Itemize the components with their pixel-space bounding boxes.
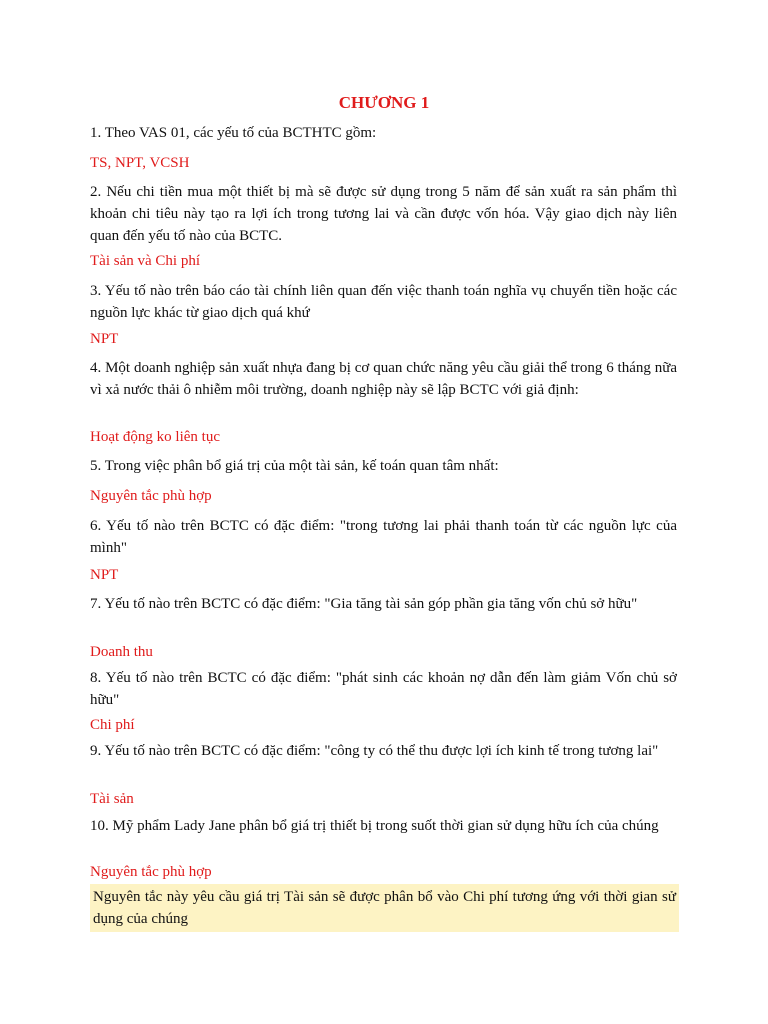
answer-9: Tài sản [90,791,134,807]
question-1: 1. Theo VAS 01, các yếu tố của BCTHTC gồm: [90,125,377,141]
answer-4: Hoạt động ko liên tục [90,429,220,445]
answer-10: Nguyên tắc phù hợp [90,864,212,880]
answer-1: TS, NPT, VCSH [90,155,190,171]
highlighted-note: Nguyên tắc này yêu cầu giá trị Tài sản sẽ được phân bổ vào Chi phí tương ứng với thời gian sử dụng của chúng [90,884,679,932]
answer-3: NPT [90,331,119,347]
chapter-title: CHƯƠNG 1 [338,93,430,112]
answer-6: NPT [90,567,119,583]
question-6: 6. Yếu tố nào trên BCTC có đặc điểm: "trong tương lai phải thanh toán từ các nguồn lực của mình" [90,518,677,556]
question-8: 8. Yếu tố nào trên BCTC có đặc điểm: "phát sinh các khoản nợ dẫn đến làm giảm Vốn chủ sở hữu" [90,670,677,708]
question-4: 4. Một doanh nghiệp sản xuất nhựa đang bị cơ quan chức năng yêu cầu giải thể trong 6 tháng nữa vì xả nước thải ô nhiễm môi trường, doanh nghiệp này sẽ lập BCTC với giả định: [90,360,677,398]
question-9: 9. Yếu tố nào trên BCTC có đặc điểm: "công ty có thể thu được lợi ích kinh tế trong tương lai" [90,743,659,759]
question-7: 7. Yếu tố nào trên BCTC có đặc điểm: "Gia tăng tài sản góp phần gia tăng vốn chủ sở hữu" [90,596,638,612]
answer-2: Tài sản và Chi phí [90,253,200,269]
answer-7: Doanh thu [90,644,153,660]
question-5: 5. Trong việc phân bổ giá trị của một tài sản, kế toán quan tâm nhất: [90,458,499,474]
answer-5: Nguyên tắc phù hợp [90,488,212,504]
question-10: 10. Mỹ phẩm Lady Jane phân bổ giá trị thiết bị trong suốt thời gian sử dụng hữu ích của chúng [90,818,659,834]
answer-8: Chi phí [90,717,135,733]
question-3: 3. Yếu tố nào trên báo cáo tài chính liên quan đến việc thanh toán nghĩa vụ chuyển tiền hoặc các nguồn lực khác từ giao dịch quá khứ [90,283,677,321]
question-2: 2. Nếu chi tiền mua một thiết bị mà sẽ được sử dụng trong 5 năm để sản xuất ra sản phẩm thì khoản chi tiêu này tạo ra lợi ích trong tương lai và cần được vốn hóa. Vậy giao dịch này liên quan đến yếu tố nào của BCTC. [90,184,677,244]
